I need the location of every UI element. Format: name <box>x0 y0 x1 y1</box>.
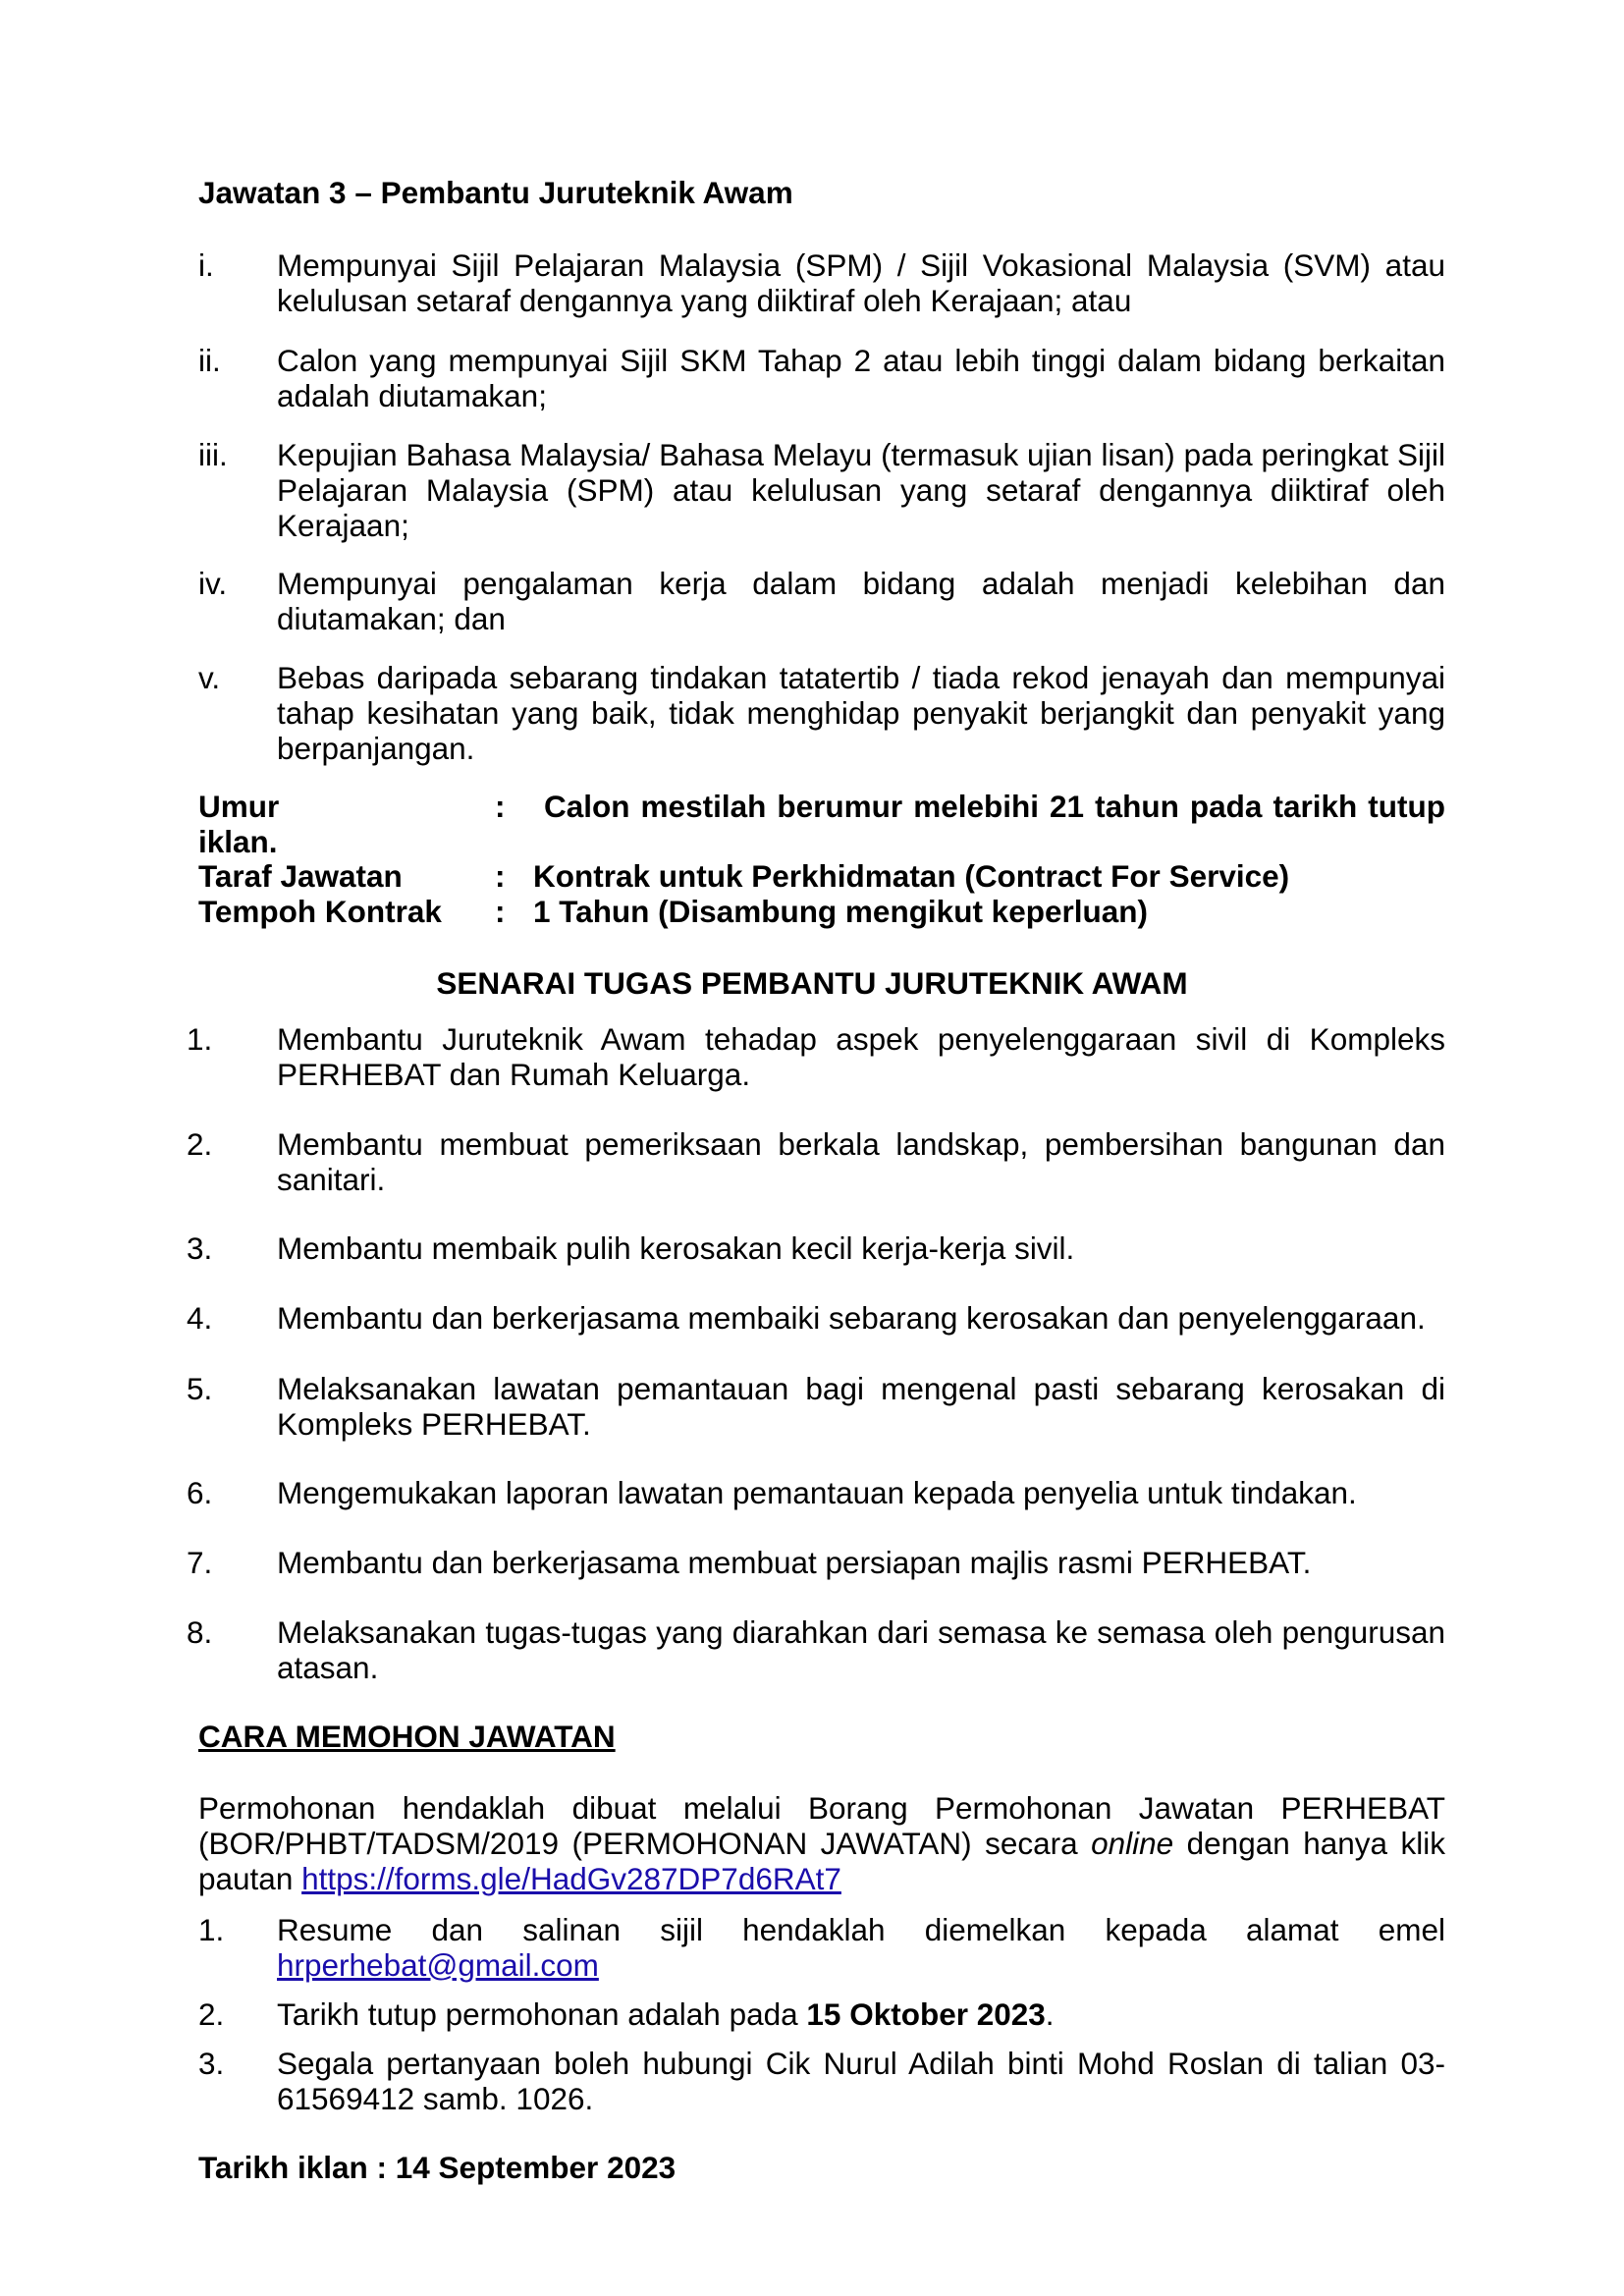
list-item-number: iii. <box>198 437 228 472</box>
closing-date: 15 Oktober 2023 <box>806 1996 1046 2032</box>
list-item-number: 1. <box>187 1021 213 1057</box>
list-item-text: Melaksanakan tugas-tugas yang diarahkan dari semasa ke semasa oleh pengurusan atasan. <box>277 1614 1445 1685</box>
list-item-number: 7. <box>187 1545 213 1580</box>
list-item-text: Membantu Juruteknik Awam tehadap aspek penyelenggaraan sivil di Kompleks PERHEBAT dan Rumah Keluarga. <box>277 1021 1445 1092</box>
permohonan-text: Permohonan hendaklah dibuat melalui Borang Permohonan Jawatan PERHEBAT (BOR/PHBT/TADSM/2019 (PERMOHONAN JAWATAN) secara <box>198 1790 1445 1861</box>
list-item-text: Segala pertanyaan boleh hubungi Cik Nurul Adilah binti Mohd Roslan di talian 03-61569412 samb. 1026. <box>277 2046 1445 2116</box>
list-item-text: Membantu dan berkerjasama membaiki sebarang kerosakan dan penyelenggaraan. <box>277 1300 1426 1336</box>
list-item-number: 3. <box>187 1230 213 1266</box>
umur-value-wrap: iklan. <box>198 824 278 859</box>
list-item-number: 1. <box>198 1912 225 1947</box>
umur-colon: : <box>495 789 506 824</box>
tempoh-colon: : <box>495 894 506 929</box>
borang-permohonan-link[interactable]: https://forms.gle/HadGv287DP7d6RAt7 <box>301 1861 841 1896</box>
list-item-number: iv. <box>198 566 228 601</box>
list-item-text: Mengemukakan laporan lawatan pemantauan kepada penyelia untuk tindakan. <box>277 1475 1357 1510</box>
langkah-text: Resume dan salinan sijil hendaklah diemelkan kepada alamat emel <box>277 1912 1445 1947</box>
jawatan-title: Jawatan 3 – Pembantu Juruteknik Awam <box>198 175 793 210</box>
taraf-jawatan-label: Taraf Jawatan <box>198 858 403 894</box>
langkah-text: Tarikh tutup permohonan adalah pada <box>277 1996 807 2032</box>
list-item-text: Mempunyai Sijil Pelajaran Malaysia (SPM) / Sijil Vokasional Malaysia (SVM) atau kelulusan setaraf dengannya yang diiktiraf oleh Kerajaan; atau <box>277 247 1445 318</box>
list-item-text: Kepujian Bahasa Malaysia/ Bahasa Melayu (termasuk ujian lisan) pada peringkat Sijil Pelajaran Malaysia (SPM) atau kelulusan yang setaraf dengannya diiktiraf oleh Kerajaan; <box>277 437 1445 543</box>
list-item-number: 5. <box>187 1371 213 1406</box>
list-item-number: 2. <box>198 1996 225 2032</box>
list-item-number: i. <box>198 247 214 283</box>
tempoh-kontrak-label: Tempoh Kontrak <box>198 894 442 929</box>
tarikh-iklan: Tarikh iklan : 14 September 2023 <box>198 2150 677 2185</box>
permohonan-paragraph <box>198 1790 1445 1896</box>
list-item-text: Membantu membaik pulih kerosakan kecil kerja-kerja sivil. <box>277 1230 1075 1266</box>
list-item-text: Calon yang mempunyai Sijil SKM Tahap 2 atau lebih tinggi dalam bidang berkaitan adalah diutamakan; <box>277 343 1445 413</box>
senarai-tugas-title: SENARAI TUGAS PEMBANTU JURUTEKNIK AWAM <box>436 965 1188 1001</box>
langkah-text-end: . <box>1045 1996 1055 2032</box>
list-item-number: 4. <box>187 1300 213 1336</box>
list-item-number: v. <box>198 660 221 695</box>
permohonan-online-text: online <box>1091 1826 1174 1861</box>
list-item-text: Melaksanakan lawatan pemantauan bagi mengenal pasti sebarang kerosakan di Kompleks PERHEBAT. <box>277 1371 1445 1442</box>
list-item-number: 8. <box>187 1614 213 1650</box>
umur-value: Calon mestilah berumur melebihi 21 tahun pada tarikh tutup <box>544 789 1445 824</box>
list-item-number: 2. <box>187 1126 213 1162</box>
list-item-text: Bebas daripada sebarang tindakan tatatertib / tiada rekod jenayah dan mempunyai tahap kesihatan yang baik, tidak menghidap penyakit berjangkit dan penyakit yang berpanjangan. <box>277 660 1445 766</box>
email-link[interactable]: hrperhebat@gmail.com <box>277 1947 599 1983</box>
list-item-text: Membantu membuat pemeriksaan berkala landskap, pembersihan bangunan dan sanitari. <box>277 1126 1445 1197</box>
taraf-jawatan-value: Kontrak untuk Perkhidmatan (Contract For Service) <box>533 858 1290 894</box>
permohonan-text-cont: dengan hanya klik pautan <box>198 1826 1445 1896</box>
list-item-text: Membantu dan berkerjasama membuat persiapan majlis rasmi PERHEBAT. <box>277 1545 1312 1580</box>
list-item-text: Mempunyai pengalaman kerja dalam bidang adalah menjadi kelebihan dan diutamakan; dan <box>277 566 1445 636</box>
list-item-number: 3. <box>198 2046 225 2081</box>
cara-memohon-title: CARA MEMOHON JAWATAN <box>198 1719 616 1754</box>
list-item-text <box>277 1996 1445 2032</box>
list-item-text <box>277 1912 1445 1983</box>
taraf-colon: : <box>495 858 506 894</box>
list-item-number: 6. <box>187 1475 213 1510</box>
umur-label: Umur <box>198 789 280 824</box>
list-item-number: ii. <box>198 343 221 378</box>
tempoh-kontrak-value: 1 Tahun (Disambung mengikut keperluan) <box>533 894 1148 929</box>
